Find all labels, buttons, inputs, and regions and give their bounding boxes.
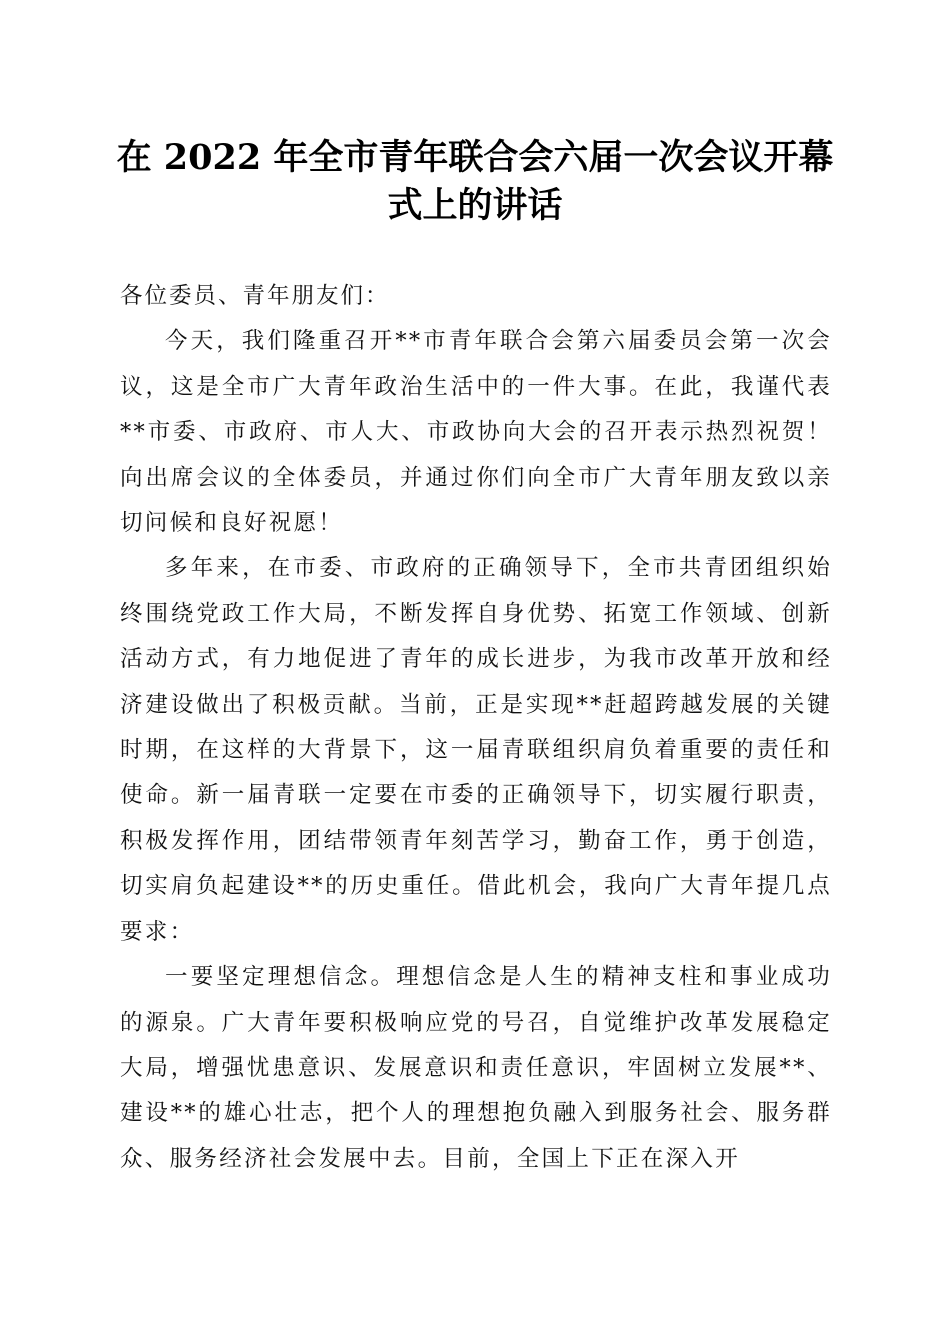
document-title [110, 134, 840, 230]
title-line-1: 在 2022 年全市青年联合会六届一次会议开幕 [116, 137, 834, 178]
paragraph: 一要坚定理想信念。理想信念是人生的精神支柱和事业成功的源泉。广大青年要积极响应党的号召，自觉维护改革发展稳定大局，增强忧患意识、发展意识和责任意识，牢固树立发展**、建设**的雄心壮志，把个人的理想抱负融入到服务社会、服务群众、服务经济社会发展中去。目前，全国上下正在深入开 [120, 964, 832, 1172]
document-body [120, 274, 832, 1182]
paragraph: 今天，我们隆重召开**市青年联合会第六届委员会第一次会议，这是全市广大青年政治生活中的一件大事。在此，我谨代表**市委、市政府、市人大、市政协向大会的召开表示热烈祝贺！向出席会议的全体委员，并通过你们向全市广大青年朋友致以亲切问候和良好祝愿！ [120, 328, 832, 537]
title-line-2: 式上的讲话 [387, 185, 563, 226]
greeting: 各位委员、青年朋友们： [120, 283, 390, 309]
paragraph: 多年来，在市委、市政府的正确领导下，全市共青团组织始终围绕党政工作大局，不断发挥自身优势、拓宽工作领域、创新活动方式，有力地促进了青年的成长进步，为我市改革开放和经济建设做出了积极贡献。当前，正是实现**赶超跨越发展的关键时期，在这样的大背景下，这一届青联组织肩负着重要的责任和使命。新一届青联一定要在市委的正确领导下，切实履行职责，积极发挥作用，团结带领青年刻苦学习，勤奋工作，勇于创造，切实肩负起建设**的历史重任。借此机会，我向广大青年提几点要求： [120, 555, 832, 945]
